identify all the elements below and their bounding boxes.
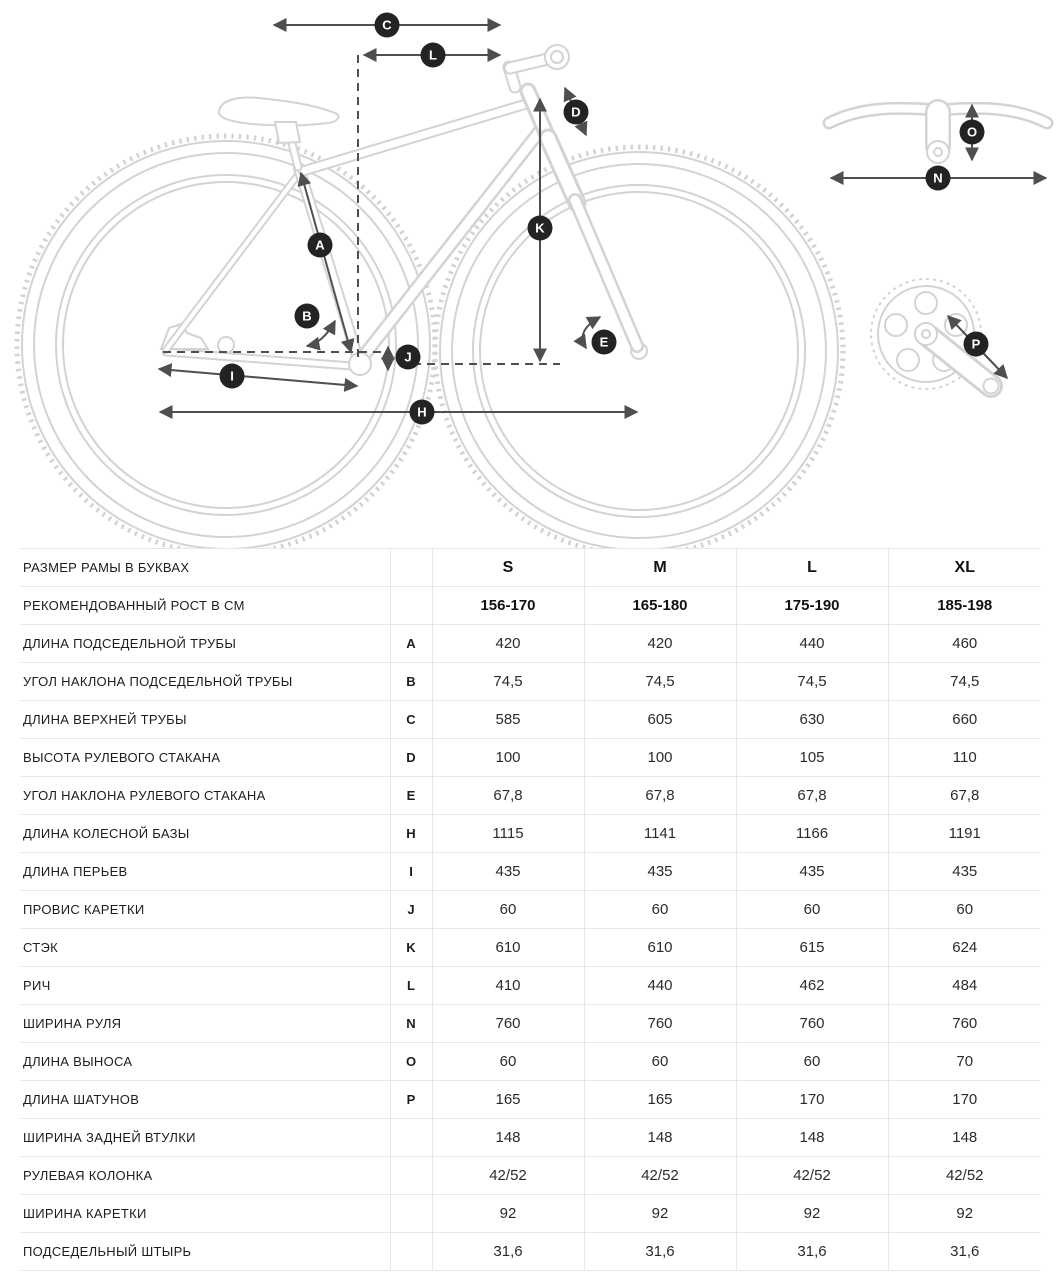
dim-letter: B [390, 663, 432, 701]
size-xl-header: XL [888, 549, 1041, 587]
table-row [20, 701, 1041, 739]
value-cell: 74,5 [888, 663, 1041, 701]
svg-text:C: C [382, 17, 392, 33]
dim-letter: O [390, 1043, 432, 1081]
value-cell: 760 [584, 1005, 736, 1043]
table-row [20, 853, 1041, 891]
dim-letter [390, 1119, 432, 1157]
value-cell: 92 [888, 1195, 1041, 1233]
value-cell: 165 [432, 1081, 584, 1119]
value-cell: 165 [584, 1081, 736, 1119]
geometry-table [20, 548, 1041, 1271]
dim-letter [390, 1195, 432, 1233]
value-cell: 760 [432, 1005, 584, 1043]
table-row [20, 777, 1041, 815]
row-label: ПРОВИС КАРЕТКИ [20, 891, 390, 929]
value-cell: 60 [432, 891, 584, 929]
value-cell: 1191 [888, 815, 1041, 853]
seatpost-clamp [275, 122, 300, 143]
dim-badge-A [308, 233, 333, 258]
value-cell: 435 [888, 853, 1041, 891]
dim-letter [390, 1233, 432, 1271]
dim-badge-H [410, 400, 435, 425]
value-cell: 92 [432, 1195, 584, 1233]
table-row-height [20, 587, 1041, 625]
table-row [20, 1195, 1041, 1233]
value-cell: 74,5 [736, 663, 888, 701]
svg-text:E: E [599, 334, 609, 350]
value-cell: 624 [888, 929, 1041, 967]
svg-text:N: N [933, 170, 943, 186]
value-cell: 31,6 [736, 1233, 888, 1271]
svg-text:O: O [966, 124, 978, 140]
value-cell: 67,8 [736, 777, 888, 815]
dim-letter: P [390, 1081, 432, 1119]
value-cell: 67,8 [584, 777, 736, 815]
dim-letter [390, 549, 432, 587]
geometry-table-section [0, 548, 1061, 1271]
dim-letter: I [390, 853, 432, 891]
svg-text:H: H [417, 404, 427, 420]
table-row [20, 625, 1041, 663]
value-cell: 610 [432, 929, 584, 967]
value-cell: 42/52 [432, 1157, 584, 1195]
steerer-clamp [927, 141, 949, 163]
row-label: ДЛИНА ПОДСЕДЕЛЬНОЙ ТРУБЫ [20, 625, 390, 663]
handlebar-top-view [829, 108, 1047, 163]
table-row [20, 1005, 1041, 1043]
dim-letter: H [390, 815, 432, 853]
dim-letter [390, 1157, 432, 1195]
table-row [20, 663, 1041, 701]
value-cell: 1115 [432, 815, 584, 853]
svg-text:I: I [230, 368, 234, 384]
value-cell: 70 [888, 1043, 1041, 1081]
value-cell: 585 [432, 701, 584, 739]
size-m-header: M [584, 549, 736, 587]
value-cell: 420 [584, 625, 736, 663]
value-cell: 420 [432, 625, 584, 663]
table-row [20, 1119, 1041, 1157]
value-cell: 100 [584, 739, 736, 777]
table-row [20, 1157, 1041, 1195]
dim-badge-C [375, 13, 400, 38]
diagram-svg [0, 0, 1061, 548]
table-row [20, 967, 1041, 1005]
value-cell: 60 [584, 891, 736, 929]
value-cell: 60 [888, 891, 1041, 929]
value-cell: 440 [584, 967, 736, 1005]
dim-letter: N [390, 1005, 432, 1043]
value-cell: 630 [736, 701, 888, 739]
bike-geometry-diagram [0, 0, 1061, 548]
row-label: ДЛИНА КОЛЕСНОЙ БАЗЫ [20, 815, 390, 853]
value-cell: 92 [584, 1195, 736, 1233]
value-cell: 156-170 [432, 587, 584, 625]
row-label: УГОЛ НАКЛОНА РУЛЕВОГО СТАКАНА [20, 777, 390, 815]
dim-badge-J [396, 345, 421, 370]
row-label: ДЛИНА ПЕРЬЕВ [20, 853, 390, 891]
svg-text:B: B [302, 308, 312, 324]
dim-letter [390, 587, 432, 625]
value-cell: 42/52 [888, 1157, 1041, 1195]
value-cell: 185-198 [888, 587, 1041, 625]
table-row-sizes [20, 549, 1041, 587]
dim-badge-I [220, 364, 245, 389]
dim-badge-B [295, 304, 320, 329]
dim-letter: D [390, 739, 432, 777]
dim-letter: A [390, 625, 432, 663]
value-cell: 100 [432, 739, 584, 777]
table-row [20, 1081, 1041, 1119]
value-cell: 42/52 [584, 1157, 736, 1195]
value-cell: 610 [584, 929, 736, 967]
dim-badge-L [421, 43, 446, 68]
svg-text:K: K [535, 220, 545, 236]
value-cell: 484 [888, 967, 1041, 1005]
dim-arrow-I [159, 369, 357, 386]
row-label: ШИРИНА КАРЕТКИ [20, 1195, 390, 1233]
size-s-header: S [432, 549, 584, 587]
row-label: РАЗМЕР РАМЫ В БУКВАХ [20, 549, 390, 587]
value-cell: 74,5 [432, 663, 584, 701]
row-label: УГОЛ НАКЛОНА ПОДСЕДЕЛЬНОЙ ТРУБЫ [20, 663, 390, 701]
value-cell: 165-180 [584, 587, 736, 625]
dim-letter: E [390, 777, 432, 815]
dim-letter: C [390, 701, 432, 739]
dim-badge-N [926, 166, 951, 191]
dim-badge-P [964, 332, 989, 357]
value-cell: 110 [888, 739, 1041, 777]
value-cell: 60 [736, 1043, 888, 1081]
row-label: ВЫСОТА РУЛЕВОГО СТАКАНА [20, 739, 390, 777]
value-cell: 760 [888, 1005, 1041, 1043]
value-cell: 148 [888, 1119, 1041, 1157]
row-label: СТЭК [20, 929, 390, 967]
value-cell: 435 [584, 853, 736, 891]
value-cell: 31,6 [584, 1233, 736, 1271]
dim-badge-O [960, 120, 985, 145]
value-cell: 148 [584, 1119, 736, 1157]
bottom-bracket [349, 353, 371, 375]
value-cell: 67,8 [888, 777, 1041, 815]
value-cell: 410 [432, 967, 584, 1005]
value-cell: 148 [736, 1119, 888, 1157]
value-cell: 60 [584, 1043, 736, 1081]
value-cell: 462 [736, 967, 888, 1005]
value-cell: 605 [584, 701, 736, 739]
table-row [20, 891, 1041, 929]
value-cell: 175-190 [736, 587, 888, 625]
value-cell: 615 [736, 929, 888, 967]
row-label: ШИРИНА ЗАДНЕЙ ВТУЛКИ [20, 1119, 390, 1157]
dim-badge-D [564, 100, 589, 125]
row-label: ШИРИНА РУЛЯ [20, 1005, 390, 1043]
value-cell: 435 [736, 853, 888, 891]
svg-text:L: L [429, 47, 437, 63]
bike-line-art [17, 45, 1047, 548]
value-cell: 105 [736, 739, 888, 777]
svg-text:A: A [315, 237, 325, 253]
handlebar-clamp [545, 45, 569, 69]
dim-letter: K [390, 929, 432, 967]
svg-text:J: J [404, 349, 412, 365]
value-cell: 1166 [736, 815, 888, 853]
row-label: РУЛЕВАЯ КОЛОНКА [20, 1157, 390, 1195]
value-cell: 60 [736, 891, 888, 929]
row-label: ДЛИНА ШАТУНОВ [20, 1081, 390, 1119]
table-row [20, 929, 1041, 967]
value-cell: 435 [432, 853, 584, 891]
value-cell: 148 [432, 1119, 584, 1157]
table-row [20, 815, 1041, 853]
row-label: ДЛИНА ВЕРХНЕЙ ТРУБЫ [20, 701, 390, 739]
row-label: ПОДСЕДЕЛЬНЫЙ ШТЫРЬ [20, 1233, 390, 1271]
svg-text:P: P [971, 336, 981, 352]
dim-letter: J [390, 891, 432, 929]
value-cell: 1141 [584, 815, 736, 853]
value-cell: 42/52 [736, 1157, 888, 1195]
size-l-header: L [736, 549, 888, 587]
value-cell: 67,8 [432, 777, 584, 815]
value-cell: 31,6 [888, 1233, 1041, 1271]
value-cell: 170 [736, 1081, 888, 1119]
svg-text:D: D [571, 104, 581, 120]
dim-badge-E [592, 330, 617, 355]
value-cell: 440 [736, 625, 888, 663]
value-cell: 760 [736, 1005, 888, 1043]
value-cell: 170 [888, 1081, 1041, 1119]
value-cell: 460 [888, 625, 1041, 663]
crank-axle [915, 323, 937, 345]
table-row [20, 1233, 1041, 1271]
row-label: ДЛИНА ВЫНОСА [20, 1043, 390, 1081]
value-cell: 31,6 [432, 1233, 584, 1271]
dim-letter: L [390, 967, 432, 1005]
value-cell: 92 [736, 1195, 888, 1233]
value-cell: 660 [888, 701, 1041, 739]
row-label: РИЧ [20, 967, 390, 1005]
dim-badge-K [528, 216, 553, 241]
pedal-hole [984, 379, 999, 394]
value-cell: 60 [432, 1043, 584, 1081]
table-row [20, 1043, 1041, 1081]
table-row [20, 739, 1041, 777]
row-label: РЕКОМЕНДОВАННЫЙ РОСТ В СМ [20, 587, 390, 625]
value-cell: 74,5 [584, 663, 736, 701]
